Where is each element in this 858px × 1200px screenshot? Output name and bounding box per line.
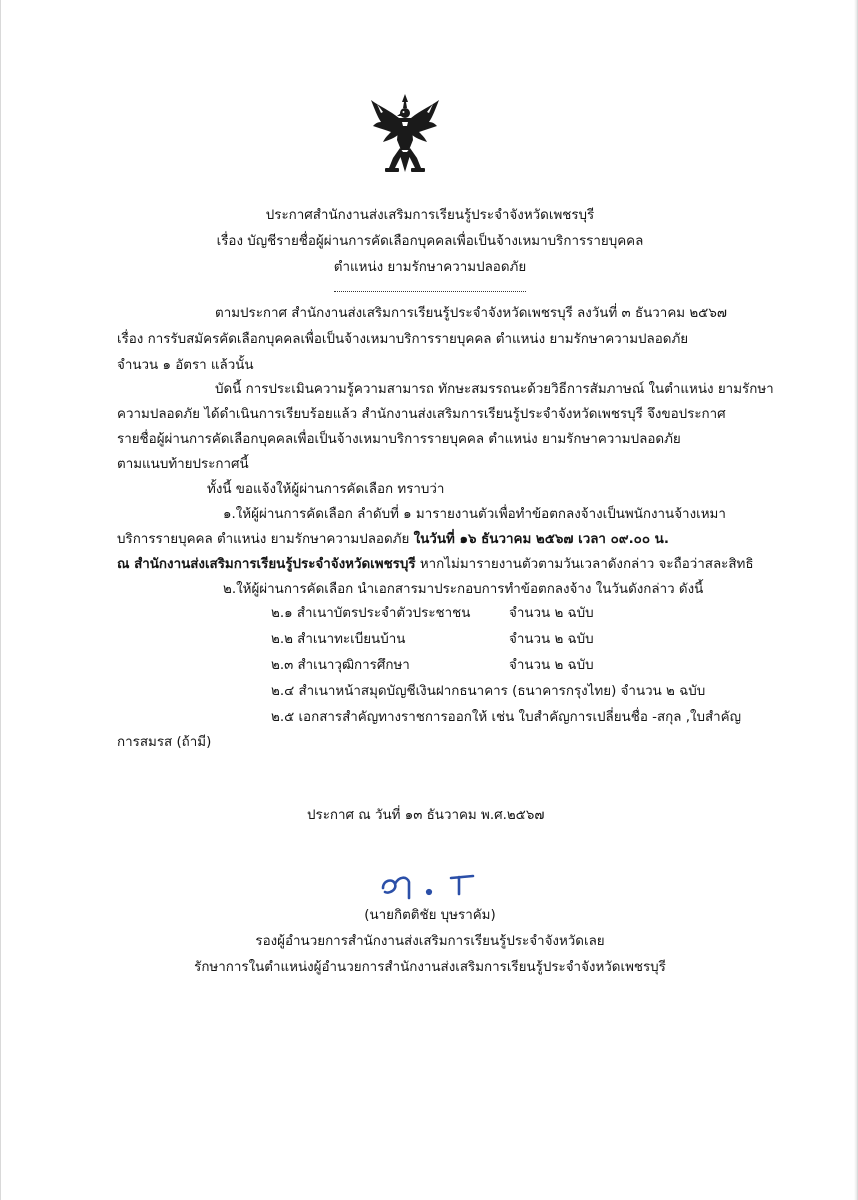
doc-item-qty: จำนวน ๒ ฉบับ	[509, 632, 594, 647]
announcement-position: ตำแหน่ง ยามรักษาความปลอดภัย	[333, 260, 527, 275]
item-2-line-1: ๒.ให้ผู้ผ่านการคัดเลือก นำเอกสารมาประกอบการทำข้อตกลงจ้าง ในวันดังกล่าว ดังนี้	[223, 582, 704, 597]
signer-title: รองผู้อำนวยการสำนักงานส่งเสริมการเรียนรู้ประจำจังหวัดเลย	[255, 934, 605, 949]
paragraph-2-line-4: ตามแนบท้ายประกาศนี้	[117, 457, 249, 472]
paragraph-1-line-1: ตามประกาศ สำนักงานส่งเสริมการเรียนรู้ประจำจังหวัดเพชรบุรี ลงวันที่ ๓ ธันวาคม ๒๕๖๗	[215, 306, 727, 321]
item-1-position-text: บริการรายบุคคล ตำแหน่ง ยามรักษาความปลอดภัย	[117, 532, 414, 547]
doc-item-name: ๒.๒ สำเนาทะเบียนบ้าน	[271, 632, 406, 647]
doc-item-name: ๒.๓ สำเนาวุฒิการศึกษา	[271, 658, 410, 673]
title-separator	[334, 291, 526, 292]
item-1-line-1: ๑.ให้ผู้ผ่านการคัดเลือก ลำดับที่ ๑ มารายงานตัวเพื่อทำข้อตกลงจ้างเป็นพนักงานจ้างเหมา	[223, 507, 726, 522]
item-1-report-date: ในวันที่ ๑๖ ธันวาคม ๒๕๖๗ เวลา ๐๙.๐๐ น.	[413, 532, 669, 547]
paragraph-3-line-1: ทั้งนี้ ขอแจ้งให้ผู้ผ่านการคัดเลือก ทราบว่า	[207, 482, 445, 497]
announcement-subject: เรื่อง บัญชีรายชื่อผู้ผ่านการคัดเลือกบุคคลเพื่อเป็นจ้างเหมาบริการรายบุคคล	[216, 234, 644, 249]
handwritten-signature-icon	[375, 868, 485, 902]
paragraph-2-line-2: ความปลอดภัย ได้ดำเนินการเรียบร้อยแล้ว สำนักงานส่งเสริมการเรียนรู้ประจำจังหวัดเพชรบุรี จึงขอประกาศ	[117, 407, 726, 422]
paragraph-1-line-3: จำนวน ๑ อัตรา แล้วนั้น	[117, 358, 254, 373]
page-edge	[854, 0, 857, 1200]
doc-item-qty: จำนวน ๒ ฉบับ	[509, 606, 594, 621]
doc-item-qty: จำนวน ๒ ฉบับ	[509, 658, 594, 673]
announcement-title: ประกาศสำนักงานส่งเสริมการเรียนรู้ประจำจังหวัดเพชรบุรี	[265, 208, 595, 223]
signer-acting-title: รักษาการในตำแหน่งผู้อำนวยการสำนักงานส่งเสริมการเรียนรู้ประจำจังหวัดเพชรบุรี	[194, 960, 666, 975]
announcement-date: ประกาศ ณ วันที่ ๑๓ ธันวาคม พ.ศ.๒๕๖๗	[307, 808, 545, 823]
garuda-emblem-icon	[369, 92, 441, 176]
signer-name: (นายกิตติชัย บุษราคัม)	[364, 908, 496, 923]
doc-item-5-line-2: การสมรส (ถ้ามี)	[117, 735, 212, 750]
item-1-line-3	[117, 555, 754, 575]
paragraph-2-line-1: บัดนี้ การประเมินความรู้ความสามารถ ทักษะสมรรถนะด้วยวิธีการสัมภาษณ์ ในตำแหน่ง ยามรักษา	[215, 382, 774, 397]
doc-item-4: ๒.๔ สำเนาหน้าสมุดบัญชีเงินฝากธนาคาร (ธนาคารกรุงไทย) จำนวน ๒ ฉบับ	[271, 684, 706, 699]
paragraph-1-line-2: เรื่อง การรับสมัครคัดเลือกบุคคลเพื่อเป็นจ้างเหมาบริการรายบุคคล ตำแหน่ง ยามรักษาความปลอดภัย	[117, 332, 689, 347]
item-1-report-place: ณ สำนักงานส่งเสริมการเรียนรู้ประจำจังหวัดเพชรบุรี	[117, 557, 416, 572]
doc-item-name: ๒.๑ สำเนาบัตรประจำตัวประชาชน	[271, 606, 471, 621]
item-1-forfeit-note: หากไม่มารายงานตัวตามวันเวลาดังกล่าว จะถือว่าสละสิทธิ	[415, 557, 754, 572]
item-1-line-2	[117, 530, 669, 550]
paragraph-2-line-3: รายชื่อผู้ผ่านการคัดเลือกบุคคลเพื่อเป็นจ้างเหมาบริการรายบุคคล ตำแหน่ง ยามรักษาความปลอดภัย	[117, 432, 681, 447]
doc-item-5-line-1: ๒.๕ เอกสารสำคัญทางราชการออกให้ เช่น ใบสำคัญการเปลี่ยนชื่อ -สกุล ,ใบสำคัญ	[271, 710, 742, 725]
